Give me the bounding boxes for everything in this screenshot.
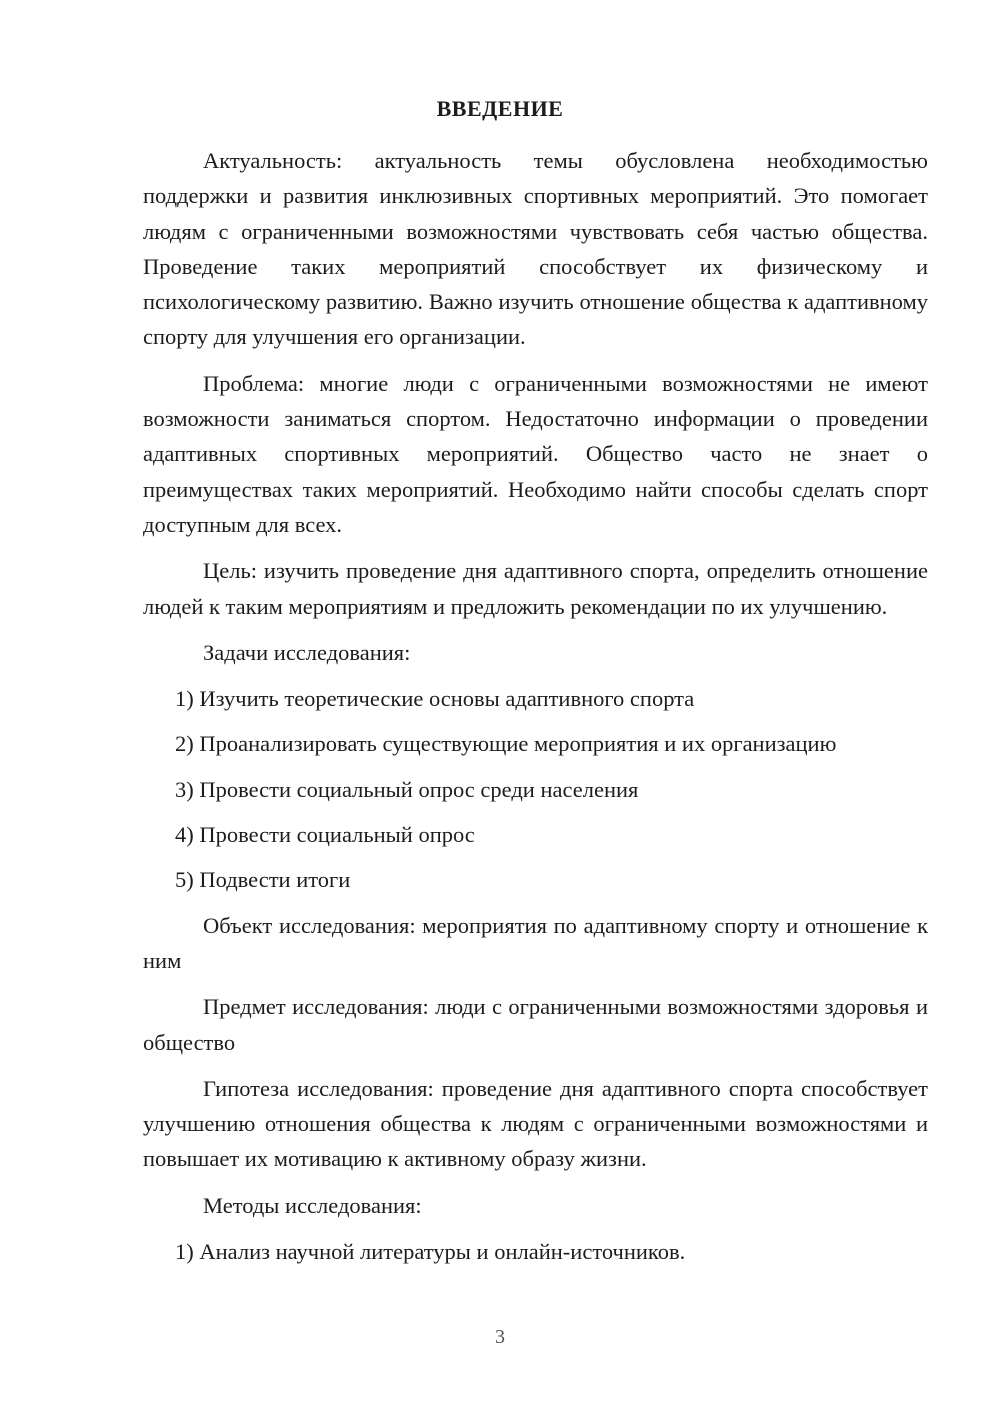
page-title: ВВЕДЕНИЕ bbox=[436, 96, 564, 121]
paragraph-tasks-heading: Задачи исследования: bbox=[203, 639, 411, 665]
list-item: 2) Проанализировать существующие мероприятия и их организацию bbox=[175, 731, 837, 757]
list-item: 5) Подвести итоги bbox=[175, 867, 351, 893]
paragraph-object: Объект исследования: мероприятия по адаптивному спорту и отношение к ним bbox=[143, 912, 928, 973]
paragraph-hypothesis: Гипотеза исследования: проведение дня адаптивного спорта способствует улучшению отношения общества к людям с ограниченными возможностями и повышает их мотивацию к активному образу жизни. bbox=[143, 1075, 928, 1172]
list-item: 1) Изучить теоретические основы адаптивного спорта bbox=[175, 686, 695, 712]
paragraph-goal: Цель: изучить проведение дня адаптивного спорта, определить отношение людей к таким мероприятиям и предложить рекомендации по их улучшению. bbox=[143, 558, 928, 619]
tasks-list bbox=[143, 681, 928, 897]
paragraph-subject: Предмет исследования: люди с ограниченными возможностями здоровья и общество bbox=[143, 994, 928, 1055]
list-item: 3) Провести социальный опрос среди населения bbox=[175, 776, 639, 802]
methods-list bbox=[143, 1234, 928, 1269]
paragraph-methods-heading: Методы исследования: bbox=[203, 1192, 422, 1218]
list-item: 4) Провести социальный опрос bbox=[175, 822, 475, 848]
list-item: 1) Анализ научной литературы и онлайн-источников. bbox=[175, 1239, 686, 1265]
paragraph-relevance: Актуальность: актуальность темы обусловлена необходимостью поддержки и развития инклюзивных спортивных мероприятий. Это помогает людям с ограниченными возможностями чувствовать себя частью общества. Проведение таких мероприятий способствует их физическому и психологическому развитию. Важно изучить отношение общества к адаптивному спорту для улучшения его организации. bbox=[143, 148, 928, 350]
document-body bbox=[143, 143, 928, 1279]
page-number: 3 bbox=[495, 1326, 505, 1348]
paragraph-problem: Проблема: многие люди с ограниченными возможностями не имеют возможности заниматься спортом. Недостаточно информации о проведении адаптивных спортивных мероприятий. Общество часто не знает о преимуществах таких мероприятий. Необходимо найти способы сделать спорт доступным для всех. bbox=[143, 370, 928, 537]
